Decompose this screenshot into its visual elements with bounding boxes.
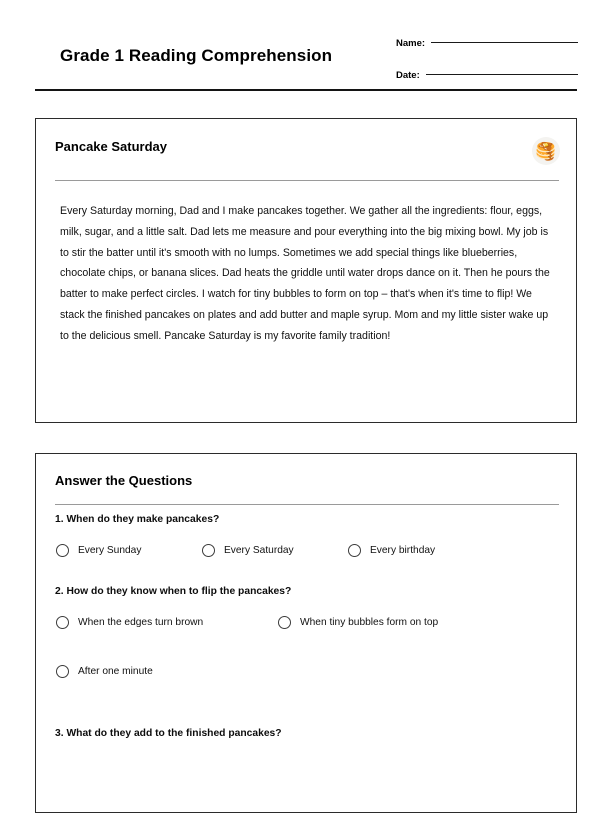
questions-card (35, 453, 577, 813)
question-1-option-3-label: Every birthday (370, 545, 436, 556)
date-label: Date: (396, 69, 420, 81)
name-label: Name: (396, 37, 426, 49)
page-title: Grade 1 Reading Comprehension (60, 46, 333, 65)
question-1-option-1-label: Every Sunday (78, 545, 142, 556)
question-1-option-1[interactable] (56, 540, 202, 561)
radio-button-icon[interactable] (278, 616, 291, 629)
radio-button-icon[interactable] (56, 665, 69, 678)
radio-button-icon[interactable] (348, 544, 361, 557)
question-3 (55, 728, 561, 739)
question-2-options (55, 612, 561, 710)
questions-title-divider (55, 504, 559, 505)
worksheet-header (0, 0, 612, 92)
name-date-block (396, 34, 578, 84)
radio-button-icon[interactable] (56, 616, 69, 629)
question-1 (55, 514, 561, 571)
name-row (396, 34, 578, 52)
questions-section-title: Answer the Questions (55, 473, 193, 488)
question-2-option-2[interactable] (278, 612, 500, 633)
question-1-option-2-label: Every Saturday (224, 545, 294, 556)
question-2 (55, 586, 561, 710)
question-2-option-2-label: When tiny bubbles form on top (300, 617, 439, 628)
questions-list (55, 514, 561, 754)
question-1-text: 1. When do they make pancakes? (55, 514, 220, 525)
question-2-option-1-label: When the edges turn brown (78, 617, 204, 628)
story-title: Pancake Saturday (55, 139, 168, 154)
pancakes-emoji: 🥞 (532, 137, 560, 165)
story-card (35, 118, 577, 423)
radio-button-icon[interactable] (56, 544, 69, 557)
date-write-line[interactable] (426, 74, 578, 75)
question-1-options (55, 540, 561, 571)
name-write-line[interactable] (431, 42, 578, 43)
question-2-option-3-label: After one minute (78, 666, 153, 677)
radio-button-icon[interactable] (202, 544, 215, 557)
story-title-divider (55, 180, 559, 181)
question-2-text: 2. How do they know when to flip the pancakes? (55, 586, 292, 597)
date-row (396, 66, 578, 84)
question-1-option-3[interactable] (348, 540, 494, 561)
header-divider (35, 89, 577, 91)
story-passage: Every Saturday morning, Dad and I make pancakes together. We gather all the ingredients: flour, eggs, milk, sugar, and a little salt. Dad lets me measure and pour everything into the big mixing bowl. My job is to stir the batter until it's smooth with no lumps. Sometimes we add special things like blueberries, chocolate chips, or banana slices. Dad heats the griddle until water drops dance on it. Then he pours the batter to make perfect circles. I watch for tiny bubbles to form on top – that's when it's time to flip! We stack the finished pancakes on plates and add butter and maple syrup. Mom and my little sister wake up to the delicious smell. Pancake Saturday is my favorite family tradition! (60, 205, 550, 342)
question-2-option-1[interactable] (56, 612, 278, 633)
question-2-option-3[interactable] (56, 661, 278, 682)
question-3-text: 3. What do they add to the finished pancakes? (55, 728, 282, 739)
question-1-option-2[interactable] (202, 540, 348, 561)
